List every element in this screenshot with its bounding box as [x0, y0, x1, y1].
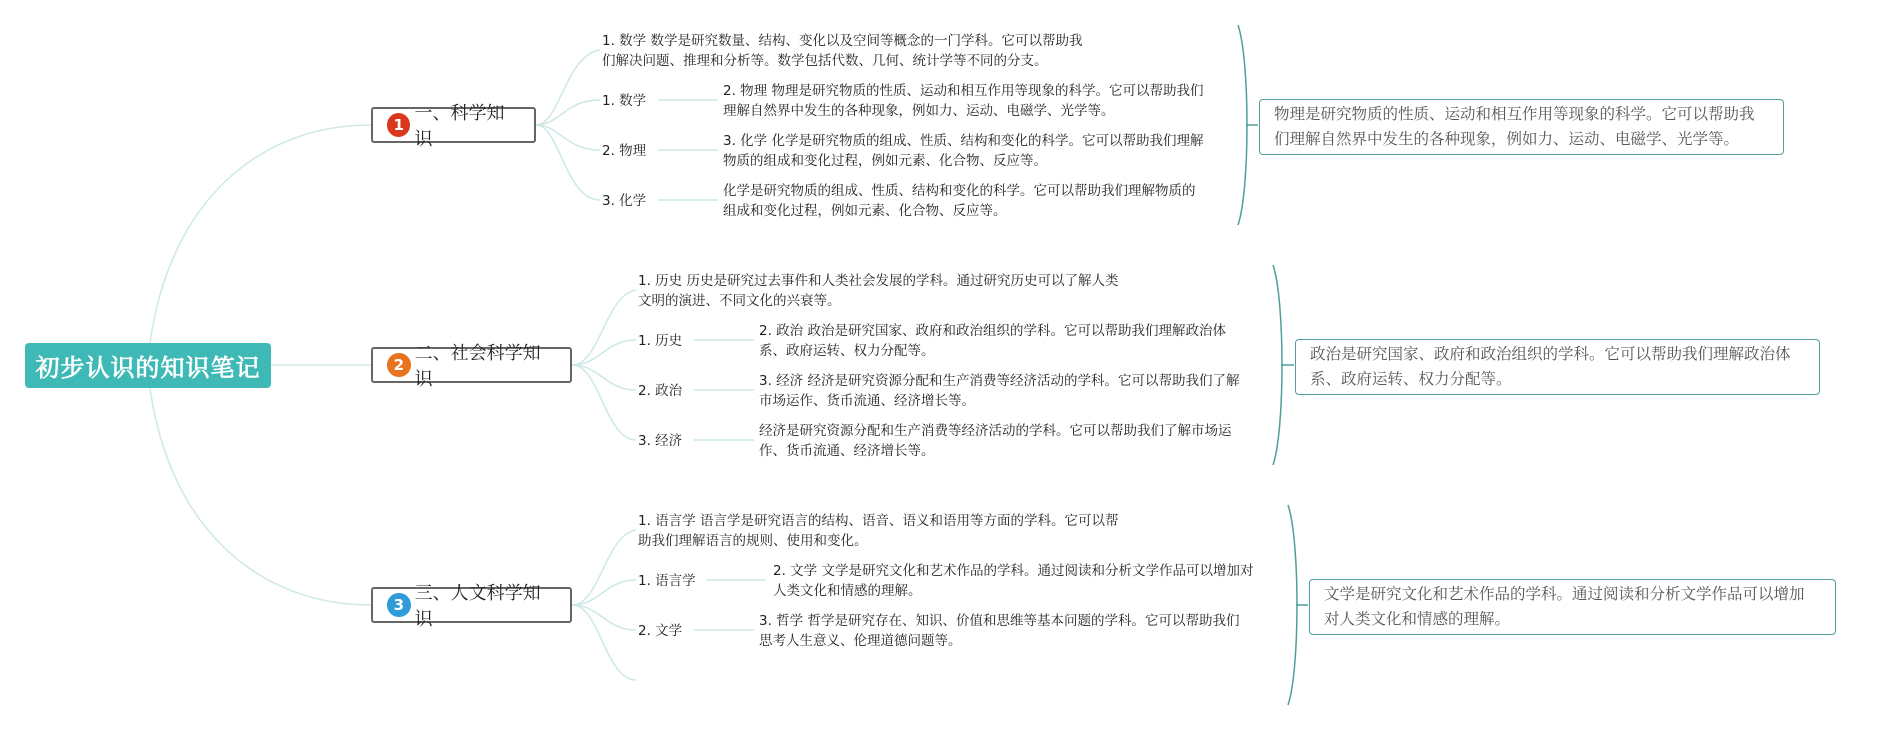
summary-box[interactable]: 文学是研究文化和艺术作品的学科。通过阅读和分析文学作品可以增加 对人类文化和情感的理解。	[1309, 579, 1836, 635]
number-badge-icon: 3	[387, 593, 411, 617]
summary-box[interactable]: 物理是研究物质的性质、运动和相互作用等现象的科学。它可以帮助我 们理解自然界中发生的各种现象，例如力、运动、电磁学、光学等。	[1259, 99, 1784, 155]
number-badge-icon: 1	[387, 113, 410, 137]
subtopic-label[interactable]: 1. 数学	[602, 93, 647, 109]
subtopic-label[interactable]: 2. 物理	[602, 143, 647, 159]
branch-label: 一、科学知识	[414, 103, 505, 150]
subtopic-label[interactable]: 2. 政治	[638, 383, 683, 399]
subtopic-label[interactable]: 3. 化学	[602, 193, 647, 209]
subtopic-label[interactable]: 2. 文学	[638, 623, 683, 639]
detail-note[interactable]: 经济是研究资源分配和生产消费等经济活动的学科。它可以帮助我们了解市场运 作、货币流通、经济增长等。	[759, 423, 1232, 459]
detail-note[interactable]: 2. 文学 文学是研究文化和艺术作品的学科。通过阅读和分析文学作品可以增加对 人类文化和情感的理解。	[773, 563, 1254, 599]
root-topic[interactable]	[25, 343, 271, 388]
branch-humanities[interactable]	[371, 583, 572, 630]
intro-note[interactable]: 1. 语言学 语言学是研究语言的结构、语音、语义和语用等方面的学科。它可以帮 助我们理解语言的规则、使用和变化。	[638, 513, 1119, 549]
branch-label: 三、人文科学知识	[414, 583, 541, 630]
branch-label: 二、社会科学知识	[414, 343, 541, 390]
summary-box[interactable]: 政治是研究国家、政府和政治组织的学科。它可以帮助我们理解政治体 系、政府运转、权力分配等。	[1295, 339, 1820, 395]
branch-science[interactable]	[371, 103, 536, 150]
detail-note[interactable]: 3. 哲学 哲学是研究存在、知识、价值和思维等基本问题的学科。它可以帮助我们 思考人生意义、伦理道德问题等。	[759, 613, 1240, 649]
detail-note[interactable]: 2. 物理 物理是研究物质的性质、运动和相互作用等现象的科学。它可以帮助我们 理解自然界中发生的各种现象，例如力、运动、电磁学、光学等。	[723, 83, 1204, 119]
detail-note[interactable]: 2. 政治 政治是研究国家、政府和政治组织的学科。它可以帮助我们理解政治体 系、政府运转、权力分配等。	[759, 323, 1226, 359]
intro-note[interactable]: 1. 历史 历史是研究过去事件和人类社会发展的学科。通过研究历史可以了解人类 文明的演进、不同文化的兴衰等。	[638, 273, 1119, 309]
detail-note[interactable]: 3. 化学 化学是研究物质的组成、性质、结构和变化的科学。它可以帮助我们理解 物质的组成和变化过程，例如元素、化合物、反应等。	[723, 133, 1204, 169]
subtopic-label[interactable]: 3. 经济	[638, 433, 683, 449]
branch-social-science[interactable]	[371, 343, 572, 390]
subtopic-label[interactable]: 1. 语言学	[638, 573, 696, 589]
number-badge-icon: 2	[387, 353, 411, 377]
detail-note[interactable]: 化学是研究物质的组成、性质、结构和变化的科学。它可以帮助我们理解物质的 组成和变化过程，例如元素、化合物、反应等。	[723, 183, 1196, 219]
intro-note[interactable]: 1. 数学 数学是研究数量、结构、变化以及空间等概念的一门学科。它可以帮助我 们解决问题、推理和分析等。数学包括代数、几何、统计学等不同的分支。	[602, 33, 1083, 69]
detail-note[interactable]: 3. 经济 经济是研究资源分配和生产消费等经济活动的学科。它可以帮助我们了解 市场运作、货币流通、经济增长等。	[759, 373, 1240, 409]
root-title: 初步认识的知识笔记	[35, 354, 261, 382]
subtopic-label[interactable]: 1. 历史	[638, 333, 683, 349]
